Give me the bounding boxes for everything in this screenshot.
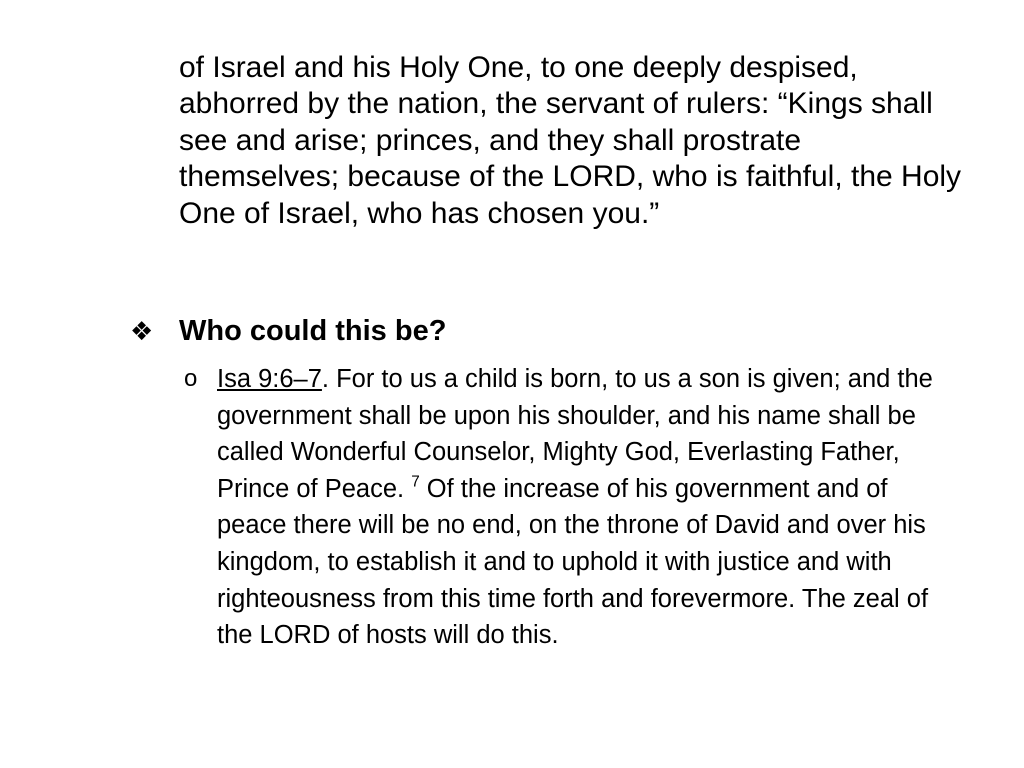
scripture-quote-body <box>217 361 962 654</box>
scripture-reference-link[interactable]: Isa 9:6–7 <box>217 365 322 393</box>
scripture-quote-part1: . For to us a child is born, to us a son is given; and the government shall be upon his shoulder, and his name shall be called Wonderful Counselor, Mighty God, Everlasting Father, Prince of Peace. <box>217 365 933 503</box>
verse-number: 7 <box>411 473 420 491</box>
scripture-quote-part2: Of the increase of his government and of peace there will be no end, on the throne of David and over his kingdom, to establish it and to uphold it with justice and with righteousness from this time forth and forevermore. The zeal of the LORD of hosts will do this. <box>217 474 929 650</box>
question-heading: Who could this be? <box>179 315 447 347</box>
diamond-bullet-icon: ❖ <box>130 316 154 346</box>
circle-bullet-icon: o <box>184 365 198 392</box>
scripture-continuation-text: of Israel and his Holy One, to one deeply despised, abhorred by the nation, the servant of rulers: “Kings shall see and arise; princes, and they shall prostrate themselves; because of the LORD, who is faithful, the Holy One of Israel, who has chosen you.” <box>179 51 962 230</box>
